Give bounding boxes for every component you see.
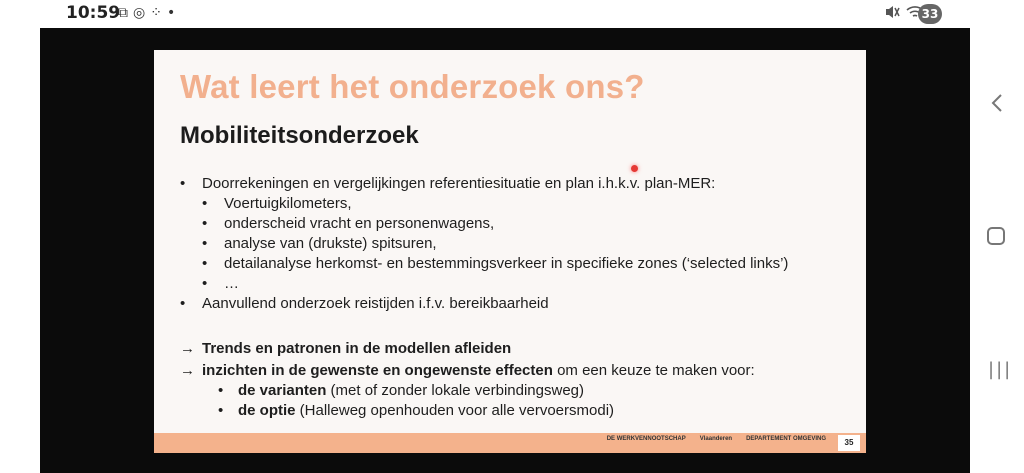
slide-footer — [154, 433, 866, 453]
bullet-icon: • — [180, 175, 186, 192]
arrow-icon: → — [180, 362, 195, 379]
bullet-icon: • — [202, 275, 208, 292]
arrow-line-rest: om een keuze te maken voor: — [552, 362, 755, 379]
bullet-icon: • — [218, 382, 224, 399]
bullet-icon: • — [202, 215, 208, 232]
option-bold: de optie — [238, 402, 296, 419]
apps-icon: ⁘ — [150, 5, 162, 21]
sub-bullet-item: onderscheid vracht en personenwagens, — [224, 215, 495, 232]
option-rest: (met of zonder lokale verbindingsweg) — [326, 382, 585, 399]
notification-icons — [118, 5, 175, 21]
clock: 10:59 — [66, 3, 121, 23]
vlaanderen-logo: Vlaanderen — [699, 436, 733, 442]
status-bar — [0, 0, 1024, 28]
recents-button[interactable]: ||| — [988, 359, 1013, 380]
arrow-line — [202, 340, 511, 357]
bullet-icon: • — [202, 235, 208, 252]
omgeving-logo: DEPARTEMENT OMGEVING — [746, 436, 826, 442]
arrow-line — [202, 362, 755, 379]
sub-bullet-item: … — [224, 275, 239, 292]
screenshot-icon: ⧉ — [118, 5, 128, 21]
option-item — [238, 382, 584, 399]
dot-icon: • — [166, 5, 176, 21]
battery-indicator: 33 — [918, 4, 942, 24]
option-rest: (Halleweg openhouden voor alle vervoersmodi) — [295, 402, 615, 419]
whatsapp-icon: ◎ — [133, 5, 146, 21]
bullet-item: Doorrekeningen en vergelijkingen referentiesituatie en plan i.h.k.v. plan-MER: — [202, 175, 716, 192]
back-icon — [990, 94, 1004, 112]
arrow-line-bold: Trends en patronen in de modellen afleiden — [202, 340, 512, 357]
video-player[interactable] — [40, 28, 970, 473]
back-button[interactable] — [990, 94, 1004, 112]
slide-title: Wat leert het onderzoek ons? — [180, 68, 645, 105]
option-item — [238, 402, 614, 419]
sub-bullet-item: detailanalyse herkomst- en bestemmingsverkeer in specifieke zones (‘selected links’) — [224, 255, 789, 272]
arrow-line-bold: inzichten in de gewenste en ongewenste effecten — [202, 362, 553, 379]
bullet-icon: • — [180, 295, 186, 312]
sub-bullet-item: Voertuigkilometers, — [224, 195, 352, 212]
sub-bullet-item: analyse van (drukste) spitsuren, — [224, 235, 437, 252]
arrow-icon: → — [180, 340, 195, 357]
werkvennootschap-logo: DE WERKVENNOOTSCHAP — [606, 436, 686, 442]
bullet-item: Aanvullend onderzoek reistijden i.f.v. bereikbaarheid — [202, 295, 549, 312]
mute-icon — [884, 4, 900, 23]
presentation-slide — [154, 50, 866, 453]
bullet-icon: • — [202, 255, 208, 272]
home-button[interactable] — [987, 227, 1005, 245]
footer-logos — [607, 436, 826, 442]
laser-pointer — [631, 165, 638, 172]
bullet-icon: • — [218, 402, 224, 419]
option-bold: de varianten — [238, 382, 327, 399]
bullet-icon: • — [202, 195, 208, 212]
slide-subtitle: Mobiliteitsonderzoek — [180, 122, 419, 149]
page-number: 35 — [838, 435, 860, 451]
